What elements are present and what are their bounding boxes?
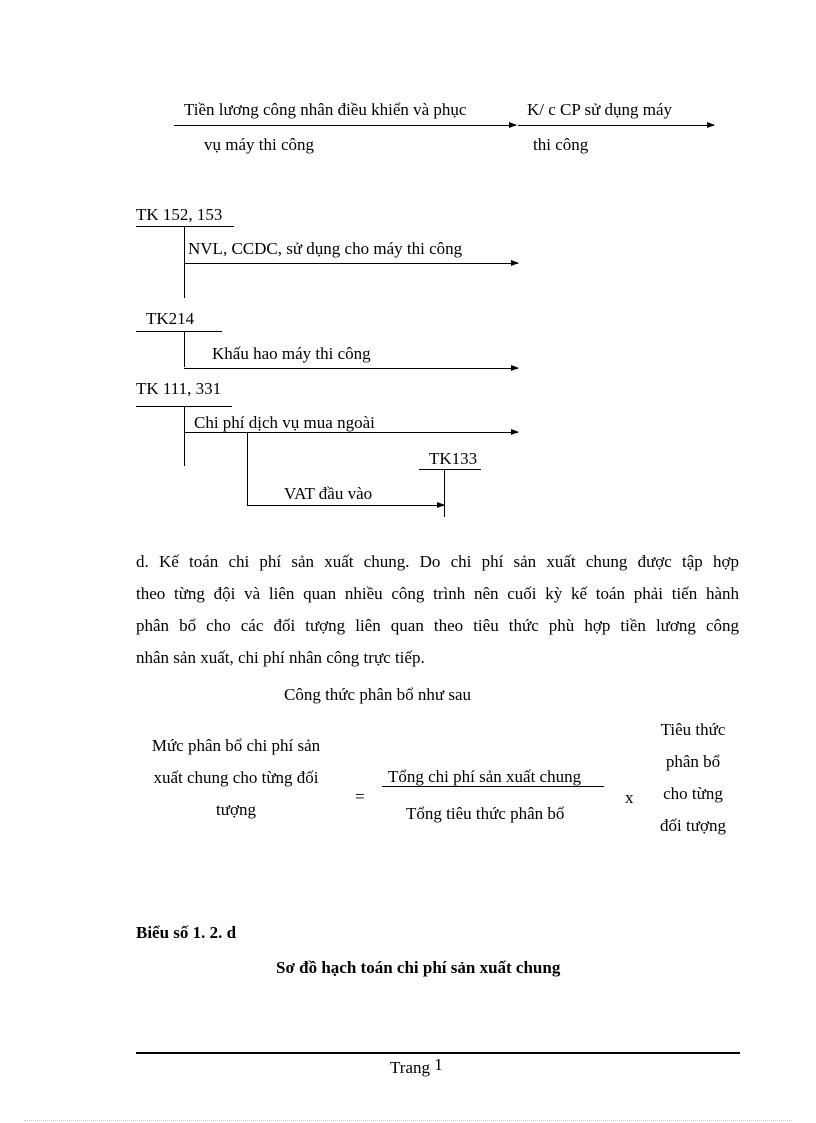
formula-rhs-line1: Tiêu thức <box>660 720 726 739</box>
formula-rhs-line4: đối tượng <box>660 816 726 835</box>
paragraph-line-3: phân bổ cho các đối tượng liên quan theo tiêu thức phù hợp tiền lương công <box>136 616 739 635</box>
formula-lhs <box>136 730 336 826</box>
footer-page <box>390 1055 443 1077</box>
salary-label-line2: vụ máy thi công <box>204 135 315 154</box>
tk133-vertical <box>444 469 445 517</box>
account-tk152: TK 152, 153 <box>136 205 223 224</box>
transfer-label-line2: thi công <box>533 135 589 154</box>
section-label: Biểu số 1. 2. d <box>136 923 237 942</box>
tk214-underline <box>136 331 222 332</box>
fraction-bar <box>382 786 604 787</box>
formula-equals: = <box>355 787 365 806</box>
tk214-vertical <box>184 331 185 367</box>
account-tk111: TK 111, 331 <box>136 379 222 398</box>
outsourced-label: Chi phí dịch vụ mua ngoài <box>194 413 375 432</box>
formula-numerator: Tổng chi phí sản xuất chung <box>388 767 582 786</box>
formula-times: x <box>625 788 634 807</box>
depreciation-label: Khấu hao máy thi công <box>212 344 371 363</box>
formula-rhs-line3: cho từng <box>663 784 723 803</box>
paragraph-line-4: nhân sản xuất, chi phí nhân công trực tiếp. <box>136 648 425 667</box>
formula-lhs-line2: xuất chung cho từng đối <box>153 768 319 787</box>
tk111-vertical <box>184 406 185 466</box>
outsourced-arrow <box>184 432 518 433</box>
tk152-vertical <box>184 226 185 298</box>
page-bottom-border <box>24 1120 792 1121</box>
depreciation-arrow <box>184 368 518 369</box>
vat-arrow <box>247 505 444 506</box>
salary-arrow <box>174 125 516 126</box>
body-paragraph <box>136 546 739 674</box>
formula-heading: Công thức phân bổ như sau <box>284 685 471 704</box>
transfer-label: K/ c CP sử dụng máy <box>527 100 673 119</box>
tk133-underline <box>419 469 481 470</box>
formula-lhs-line1: Mức phân bổ chi phí sản <box>151 736 321 755</box>
footer-rule <box>136 1052 740 1054</box>
tk152-underline <box>136 226 234 227</box>
formula-rhs-line2: phân bổ <box>665 752 721 771</box>
nvl-arrow <box>184 263 518 264</box>
section-title: Sơ đồ hạch toán chi phí sản xuất chung <box>276 958 561 977</box>
salary-label: Tiền lương công nhân điều khiển và phục <box>184 100 467 119</box>
vat-vertical <box>247 432 248 505</box>
page-number: 1 <box>434 1055 443 1074</box>
formula-lhs-line3: tượng <box>216 800 256 819</box>
transfer-arrow <box>518 125 714 126</box>
page-label: Trang <box>390 1058 430 1077</box>
account-tk214: TK214 <box>146 309 195 328</box>
formula-rhs <box>648 714 738 842</box>
account-tk133: TK133 <box>429 449 478 468</box>
paragraph-line-2: theo từng đội và liên quan nhiều công trình nên cuối kỳ kế toán phải tiến hành <box>136 584 739 603</box>
paragraph-line-1: d. Kế toán chi phí sản xuất chung. Do chi phí sản xuất chung được tập hợp <box>136 552 739 571</box>
formula-denominator: Tổng tiêu thức phân bổ <box>406 804 565 823</box>
vat-label: VAT đầu vào <box>284 484 373 503</box>
nvl-label: NVL, CCDC, sử dụng cho máy thi công <box>188 239 463 258</box>
